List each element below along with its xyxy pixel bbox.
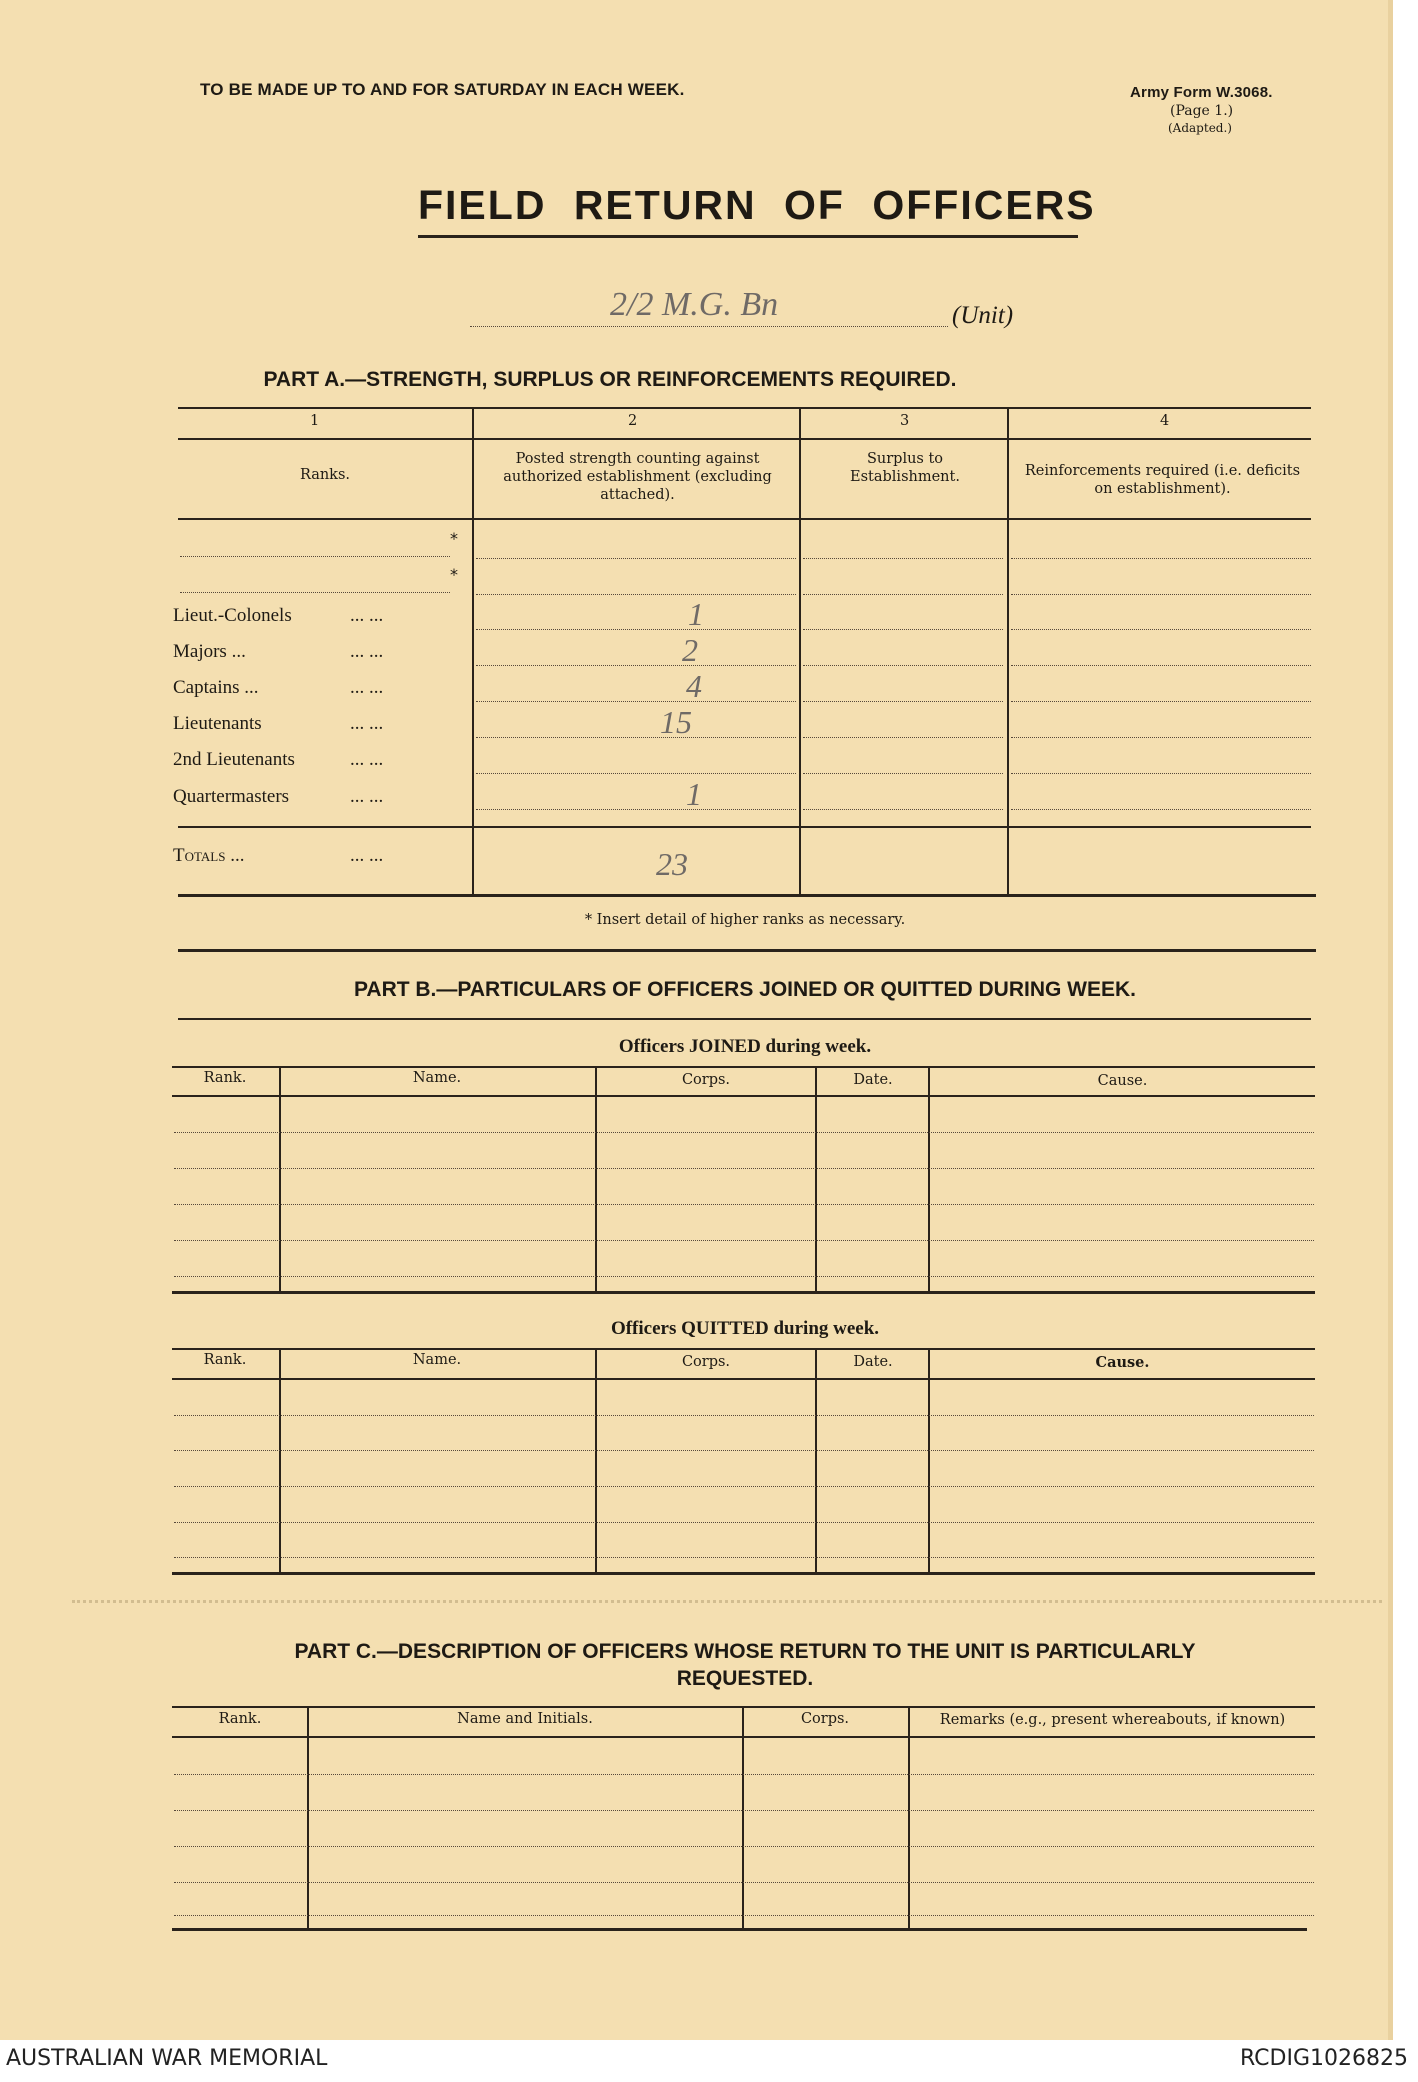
adapted-note: (Adapted.) [1168,121,1232,135]
rank-label: Lieutenants [173,713,262,734]
totals-label: Totals ... [173,845,245,866]
joined-col-name: Name. [412,1070,462,1086]
col-header-reinforcements: Reinforcements required (i.e. deficits on establishment). [1024,463,1301,497]
totals-value: 23 [656,846,688,882]
rank-dots: ... ... [350,677,384,698]
partc-col-rank: Rank. [218,1711,262,1727]
rank-label: Majors ... [173,641,246,662]
col-number-4: 4 [1160,413,1170,429]
col-header-surplus: Surplus to Establishment. [850,451,960,485]
col-header-ranks: Ranks. [299,467,351,483]
rank-label: Lieut.-Colonels [173,605,292,626]
quitted-col-date: Date. [853,1354,893,1370]
joined-col-corps: Corps. [681,1072,731,1088]
instruction-text: TO BE MADE UP TO AND FOR SATURDAY IN EACH WEEK. [200,80,685,99]
star-mark-2: * [450,565,458,584]
rank-label: 2nd Lieutenants [173,749,295,770]
joined-col-rank: Rank. [203,1070,247,1086]
posted-value: 1 [688,596,704,632]
partc-col-name: Name and Initials. [457,1711,593,1727]
quitted-title: Officers QUITTED during week. [610,1318,880,1339]
part-b-heading: PART B.—PARTICULARS OF OFFICERS JOINED OR QUITTED DURING WEEK. [353,978,1137,1001]
posted-value: 1 [686,776,702,812]
quitted-col-name: Name. [412,1352,462,1368]
rank-dots: ... ... [350,749,384,770]
rank-dots: ... ... [350,713,384,734]
form-number: Army Form W.3068. [1130,84,1273,101]
col-number-3: 3 [900,413,910,429]
quitted-col-cause: Cause. [1095,1354,1150,1371]
unit-label: (Unit) [952,302,1014,329]
part-a-heading: PART A.—STRENGTH, SURPLUS OR REINFORCEMENTS REQUIRED. [263,368,957,391]
rank-dots: ... ... [350,605,384,626]
joined-col-cause: Cause. [1097,1073,1148,1089]
posted-value: 4 [686,668,702,704]
joined-col-date: Date. [853,1072,893,1088]
footnote: * Insert detail of higher ranks as necessary. [584,912,906,928]
rank-dots: ... ... [350,641,384,662]
star-mark-1: * [450,529,458,548]
rank-label: Captains ... [173,677,259,698]
quitted-col-corps: Corps. [681,1354,731,1370]
quitted-col-rank: Rank. [203,1352,247,1368]
unit-value: 2/2 M.G. Bn [610,286,779,323]
rank-label: Quartermasters [173,786,290,807]
totals-dots: ... ... [350,845,384,866]
joined-title: Officers JOINED during week. [618,1036,872,1057]
posted-value: 2 [682,632,698,668]
footer-left: AUSTRALIAN WAR MEMORIAL [6,2046,328,2071]
part-c-heading-line1: PART C.—DESCRIPTION OF OFFICERS WHOSE RETURN TO THE UNIT IS PARTICULARLY [294,1640,1196,1663]
page-number: (Page 1.) [1170,103,1234,119]
rank-dots: ... ... [350,786,384,807]
part-c-heading-line2: REQUESTED. [676,1667,814,1690]
col-number-2: 2 [628,413,638,429]
partc-col-remarks: Remarks (e.g., present whereabouts, if known) [939,1712,1286,1728]
footer-right: RCDIG1026825 [1239,2046,1408,2071]
partc-col-corps: Corps. [800,1711,850,1727]
col-header-posted: Posted strength counting against authorized establishment (excluding attached). [503,451,772,503]
posted-value: 15 [660,704,692,740]
page-title: FIELD RETURN OF OFFICERS [418,182,1096,228]
col-number-1: 1 [310,413,320,429]
